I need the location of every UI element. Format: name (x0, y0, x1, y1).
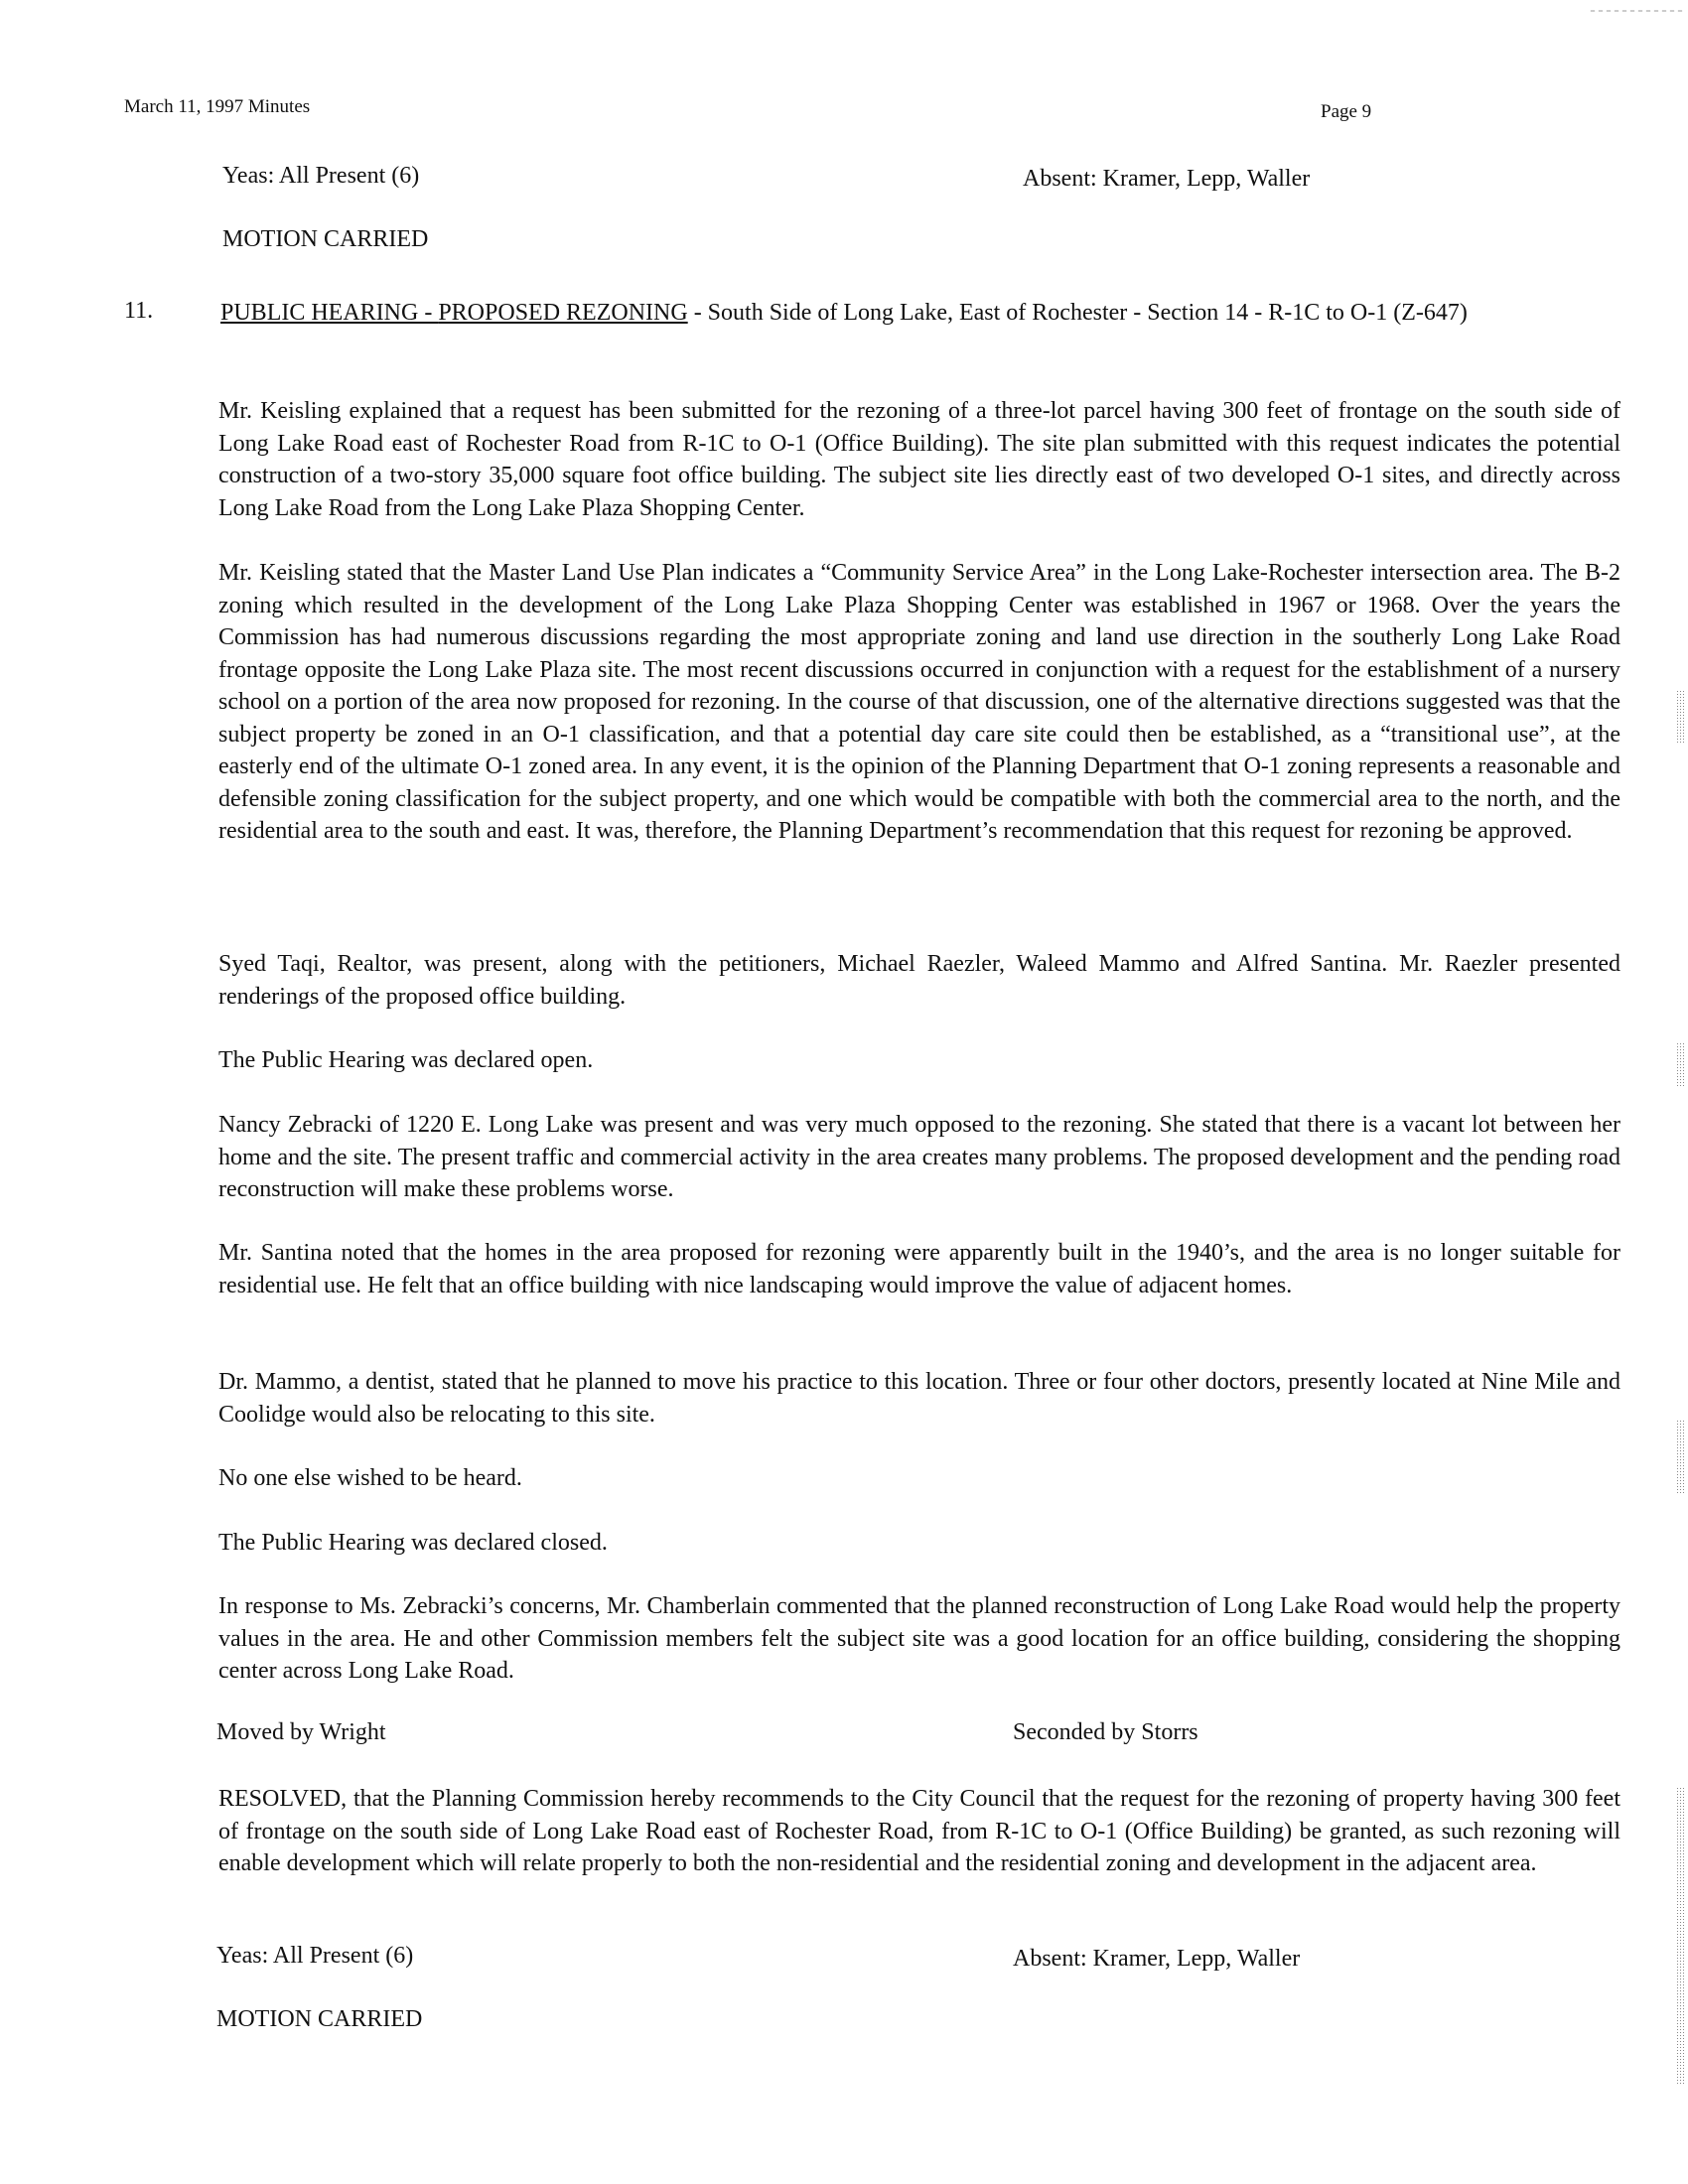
title-location: - South Side of Long Lake, East of Rochester - Section 14 - R-1C to O-1 (Z-647) (687, 300, 1468, 326)
paragraph-zebracki: Nancy Zebracki of 1220 E. Long Lake was present and was very much opposed to the rezoning. She stated that there is a vacant lot between her home and the site. The present traffic and commercial activity in the area creates many problems. The proposed development and the pending road reconstruction will make these problems worse. (218, 1112, 1620, 1202)
final-vote-absent: Absent: Kramer, Lepp, Waller (1013, 1946, 1301, 1972)
paragraph-mammo: Dr. Mammo, a dentist, stated that he planned to move his practice to this location. Three or four other doctors, presently located at Nine Mile and Coolidge would also be relocating to this site. (218, 1369, 1620, 1428)
paragraph-chamberlain: In response to Ms. Zebracki’s concerns, Mr. Chamberlain commented that the planned reconstruction of Long Lake Road would help the property values in the area. He and other Commission members felt the subject site was a good location for an office building, considering the shopping center across Long Lake Road. (218, 1593, 1620, 1684)
final-motion-result: MOTION CARRIED (216, 2006, 423, 2032)
paragraph-hearing-open: The Public Hearing was declared open. (218, 1047, 594, 1073)
prior-vote-yeas: Yeas: All Present (6) (222, 163, 420, 189)
title-public-hearing: PUBLIC HEARING - (220, 300, 439, 326)
paragraph-hearing-closed: The Public Hearing was declared closed. (218, 1530, 608, 1556)
agenda-item-number: 11. (124, 298, 154, 324)
moved-by: Moved by Wright (216, 1719, 386, 1745)
paragraph-petitioners: Syed Taqi, Realtor, was present, along with the petitioners, Michael Raezler, Waleed Mammo and Alfred Santina. Mr. Raezler presented renderings of the proposed office building. (218, 951, 1620, 1010)
prior-vote-absent: Absent: Kramer, Lepp, Waller (1023, 166, 1311, 192)
document-date-header: March 11, 1997 Minutes (124, 96, 311, 117)
paragraph-keisling-request: Mr. Keisling explained that a request has been submitted for the rezoning of a three-lot parcel having 300 feet of frontage on the south side of Long Lake Road east of Rochester Road from R-1C to O-1 (Office Building). The site plan submitted with this request indicates the potential construction of a two-story 35,000 square foot office building. The subject site lies directly east of two developed O-1 sites, and directly across Long Lake Road from the Long Lake Plaza Shopping Center. (218, 398, 1620, 521)
seconded-by: Seconded by Storrs (1013, 1719, 1198, 1745)
page-number: Page 9 (1321, 101, 1372, 122)
prior-motion-result: MOTION CARRIED (222, 226, 429, 252)
final-vote-yeas: Yeas: All Present (6) (216, 1943, 414, 1969)
paragraph-keisling-master-plan: Mr. Keisling stated that the Master Land Use Plan indicates a “Community Service Area” in the Long Lake-Rochester intersection area. The B-2 zoning which resulted in the development of the Long Lake Plaza Shopping Center was established in 1967 or 1968. Over the years the Commission has had numerous discussions regarding the most appropriate zoning and land use direction in the southerly Long Lake Road frontage opposite the Long Lake Plaza site. The most recent discussions occurred in conjunction with a request for the establishment of a nursery school on a portion of the area now proposed for rezoning. In the course of that discussion, one of the alternative directions suggested was that the subject property be zoned in an O-1 classification, and that a potential day care site could then be established, as a “transitional use”, at the easterly end of the ultimate O-1 zoned area. In any event, it is the opinion of the Planning Department that O-1 zoning represents a reasonable and defensible zoning classification for the subject property, and one which would be compatible with both the commercial area to the north, and the residential area to the south and east. It was, therefore, the Planning Department’s recommendation that this request for rezoning be approved. (218, 560, 1620, 844)
scan-artifact (1676, 1787, 1684, 2085)
paragraph-santina: Mr. Santina noted that the homes in the area proposed for rezoning were apparently built in the 1940’s, and the area is no longer suitable for residential use. He felt that an office building with nice landscaping would improve the value of adjacent homes. (218, 1240, 1620, 1298)
agenda-item-title (220, 298, 1620, 328)
scan-artifact (1676, 1042, 1684, 1087)
paragraph-no-one-else: No one else wished to be heard. (218, 1465, 522, 1491)
scan-artifact (1676, 1420, 1684, 1494)
scan-artifact (1589, 10, 1683, 12)
title-proposed-rezoning: PROPOSED REZONING (438, 300, 688, 326)
scan-artifact (1676, 690, 1684, 745)
resolution-text: RESOLVED, that the Planning Commission hereby recommends to the City Council that the request for the rezoning of property having 300 feet of frontage on the south side of Long Lake Road east of Rochester Road, from R-1C to O-1 (Office Building) be granted, as such rezoning will enable development which will relate properly to both the non-residential and the residential zoning and development in the adjacent area. (218, 1786, 1620, 1876)
